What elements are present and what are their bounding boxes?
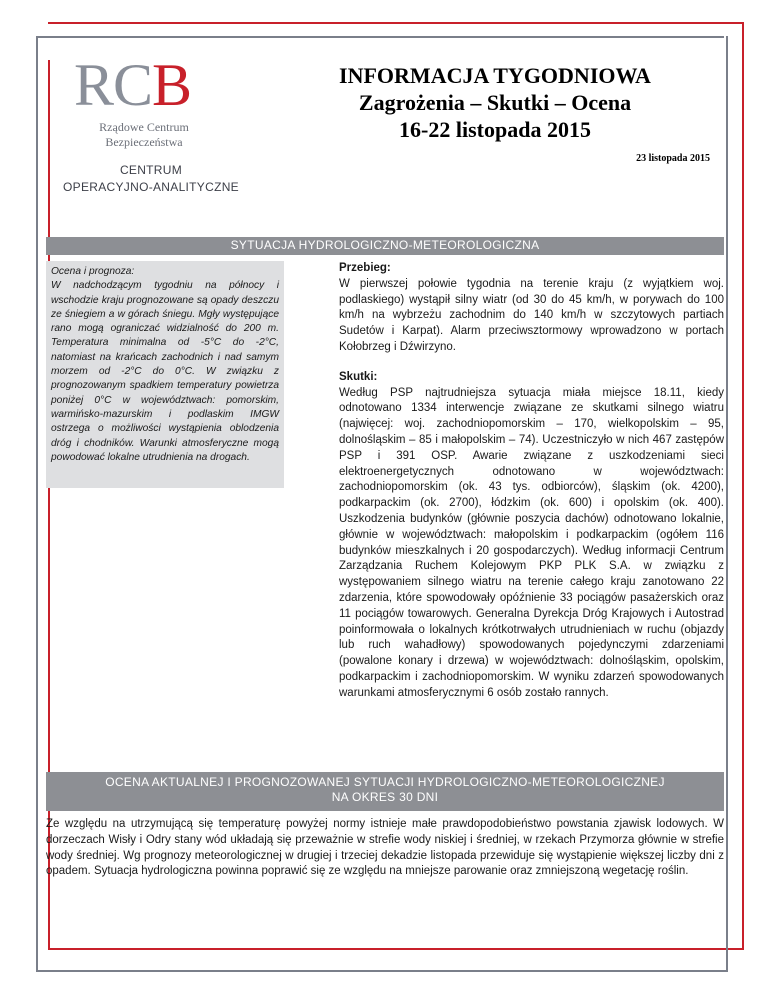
- effects-text: Według PSP najtrudniejsza sytuacja miała miejsce 18.11, kiedy odnotowano 1334 interwencje związane ze skutkami silnego wiatru (najwięcej: woj. zachodniopomorskim – 170, wielkopolskim – 95, dolnośląskim – 85 i małopolskim – 74). Uczestniczyło w nich 467 zastępów PSP i 391 OSP. Awarie związane z uszkodzeniami sieci elektroenergetycznych odnotowano w województwach: zachodniopomorskim (ok. 43 tys. odbiorców), śląskim (ok. 4200), podkarpackim (ok. 2700), łódzkim (ok. 600) i opolskim (ok. 400). Uszkodzenia budynków (głównie poszycia dachów) odnotowano lokalnie, głównie w województwach: małopolskim i podkarpackim (ogółem 116 budynków mieszkalnych i 20 gospodarczych). Według informacji Centrum Zarządzania Ruchem Kolejowym PKP PLK S.A. w związku z występowaniem silnego wiatru na terenie całego kraju zanotowano 22 zdarzenia, które spowodowały opóźnienie 33 pociągów pasażerskich oraz 11 pociągów towarowych. Generalna Dyrekcja Dróg Krajowych i Autostrad poinformowała o lokalnych krótkotrwałych utrudnieniach w ruchu (objazdy lub ruch wahadłowy) spowodowanych pojedynczymi zdarzeniami (powalone konary i drzewa) w województwach: dolnośląskim, opolskim, podkarpackim i zachodniopomorskim. W wyniku zdarzeń spowodowanych warunkami atmosferycznymi 6 osób zostało rannych.: [339, 386, 724, 699]
- frame-line-left-gray: [36, 36, 38, 971]
- course-effects-column: [339, 261, 724, 702]
- course-label: Przebieg:: [339, 262, 391, 274]
- section-title-hydro-meteo: SYTUACJA HYDROLOGICZNO-METEOROLOGICZNA: [46, 237, 724, 255]
- forecast-box: [46, 261, 284, 488]
- course-text: W pierwszej połowie tygodnia na terenie kraju (z wyjątkiem woj. podlaskiego) wystąpił silny wiatr (od 30 do 45 km/h, w porywach do 100 km/h na wybrzeżu zachodnim do 140 km/h w szczytowych partiach Sudetów i Karpat). Alarm przeciwsztormowy wprowadzono w portach Kołobrzeg i Dźwirzyno.: [339, 277, 724, 353]
- logo-mark: RCB: [74, 52, 192, 118]
- frame-line-bottom-red: [48, 948, 744, 950]
- center-name: CENTRUM OPERACYJNO-ANALITYCZNE: [63, 163, 239, 194]
- frame-line-bottom-gray: [36, 970, 728, 972]
- section-title-30-day-assessment: OCENA AKTUALNEJ I PROGNOZOWANEJ SYTUACJI HYDROLOGICZNO-METEOROLOGICZNEJ NA OKRES 30 DNI: [46, 772, 724, 811]
- forecast-text: W nadchodzącym tygodniu na północy i wschodzie kraju prognozowane są opady deszczu ze śniegiem a w górach śniegu. Mgły występujące rano mogą ograniczać widzialność do 200 m. Temperatura minimalna od -5°C do -2°C, natomiast na krańcach zachodnich i nad samym morzem od -2°C do 0°C. W związku z prognozowanym spadkiem temperatury powietrza poniżej 0°C w województwach: pomorskim, warmińsko-mazurskim i podlaskim IMGW ostrzega o możliwości wystąpienia oblodzenia dróg i chodników. Warunki atmosferyczne mogą powodować lokalne utrudnienia na drogach.: [51, 280, 279, 463]
- assessment-text: Ze względu na utrzymującą się temperaturę powyżej normy istnieje małe prawdopodobieństwo powstania zjawisk lodowych. W dorzeczach Wisły i Odry stany wód układają się przeważnie w strefie wody niskiej i średniej, w rzekach Przymorza głównie w strefie wody średniej. Wg prognozy meteorologicznej w drugiej i trzeciej dekadzie listopada przewiduje się wystąpienie większej liczby dni z opadem. Sytuacja hydrologiczna powinna poprawić się ze względu na mniejsze parowanie oraz zmniejszoną wegetację roślin.: [46, 818, 724, 878]
- logo-subtitle: Rządowe Centrum Bezpieczeństwa: [99, 120, 189, 149]
- effects-label: Skutki:: [339, 370, 378, 383]
- report-date: 23 listopada 2015: [636, 153, 710, 164]
- forecast-label: Ocena i prognoza:: [51, 266, 135, 277]
- frame-line-right-red: [742, 22, 744, 950]
- frame-line-right-gray: [726, 36, 728, 971]
- frame-line-top-gray: [36, 36, 724, 38]
- rcb-logo: [60, 52, 220, 156]
- page-title: INFORMACJA TYGODNIOWA Zagrożenia – Skutki – Ocena 16-22 listopada 2015: [339, 63, 651, 142]
- frame-line-top-red: [48, 22, 742, 24]
